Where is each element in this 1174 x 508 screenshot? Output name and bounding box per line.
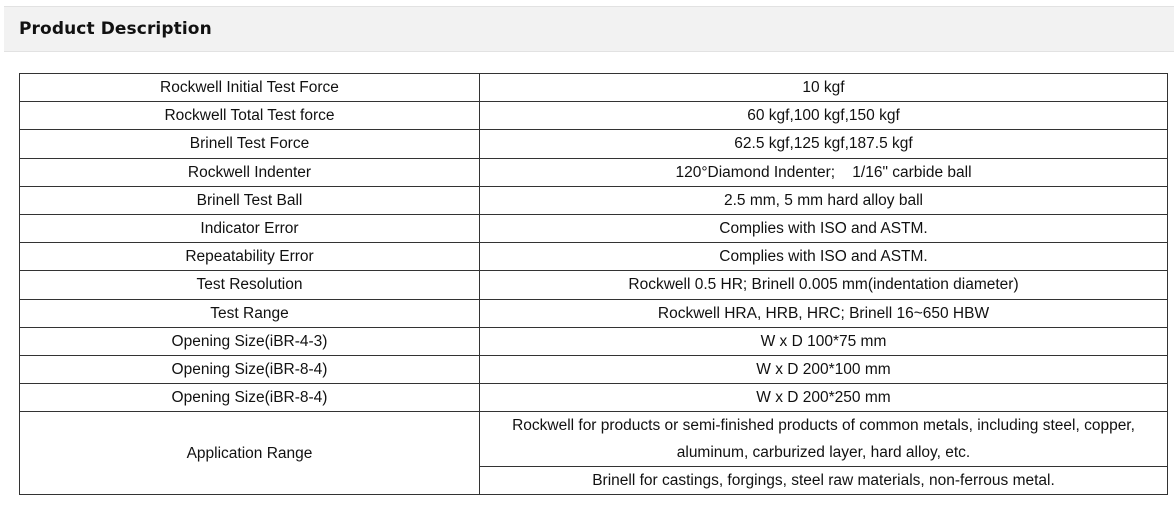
spec-value: W x D 100*75 mm [480,327,1168,355]
spec-label: Opening Size(iBR-8-4) [20,384,480,412]
spec-value: W x D 200*250 mm [480,384,1168,412]
spec-label: Opening Size(iBR-8-4) [20,355,480,383]
table-row [20,355,1168,383]
spec-label: Rockwell Indenter [20,158,480,186]
spec-label: Repeatability Error [20,243,480,271]
application-rockwell-line-2: aluminum, carburized layer, hard alloy, etc. [676,444,971,462]
spec-label: Rockwell Initial Test Force [20,74,480,102]
spec-label: Opening Size(iBR-4-3) [20,327,480,355]
spec-label: Indicator Error [20,214,480,242]
spec-label: Rockwell Total Test force [20,102,480,130]
table-row [20,384,1168,412]
spec-value: Rockwell 0.5 HR; Brinell 0.005 mm(indentation diameter) [480,271,1168,299]
spec-value: W x D 200*100 mm [480,355,1168,383]
table-row [20,102,1168,130]
spec-value: 2.5 mm, 5 mm hard alloy ball [480,186,1168,214]
table-row [20,158,1168,186]
application-range-label: Application Range [20,412,480,495]
spec-label: Test Resolution [20,271,480,299]
section-title: Product Description [19,19,212,39]
section-header [4,6,1174,52]
spec-label: Brinell Test Ball [20,186,480,214]
spec-value: 60 kgf,100 kgf,150 kgf [480,102,1168,130]
application-brinell-value: Brinell for castings, forgings, steel raw materials, non-ferrous metal. [480,467,1168,495]
spec-label: Test Range [20,299,480,327]
table-row [20,271,1168,299]
spec-value: 120°Diamond Indenter; 1/16" carbide ball [480,158,1168,186]
table-row [20,186,1168,214]
table-row [20,214,1168,242]
table-row [20,243,1168,271]
table-row [20,299,1168,327]
application-rockwell-line-1: Rockwell for products or semi-finished products of common metals, including steel, copper, [512,417,1135,435]
application-rockwell-value [480,412,1168,467]
spec-value: Complies with ISO and ASTM. [480,243,1168,271]
spec-table [19,73,1168,495]
spec-value: Complies with ISO and ASTM. [480,214,1168,242]
table-row [20,130,1168,158]
spec-value: Rockwell HRA, HRB, HRC; Brinell 16~650 HBW [480,299,1168,327]
table-row [20,327,1168,355]
spec-value: 10 kgf [480,74,1168,102]
spec-label: Brinell Test Force [20,130,480,158]
table-row [20,74,1168,102]
table-row [20,412,1168,467]
spec-value: 62.5 kgf,125 kgf,187.5 kgf [480,130,1168,158]
